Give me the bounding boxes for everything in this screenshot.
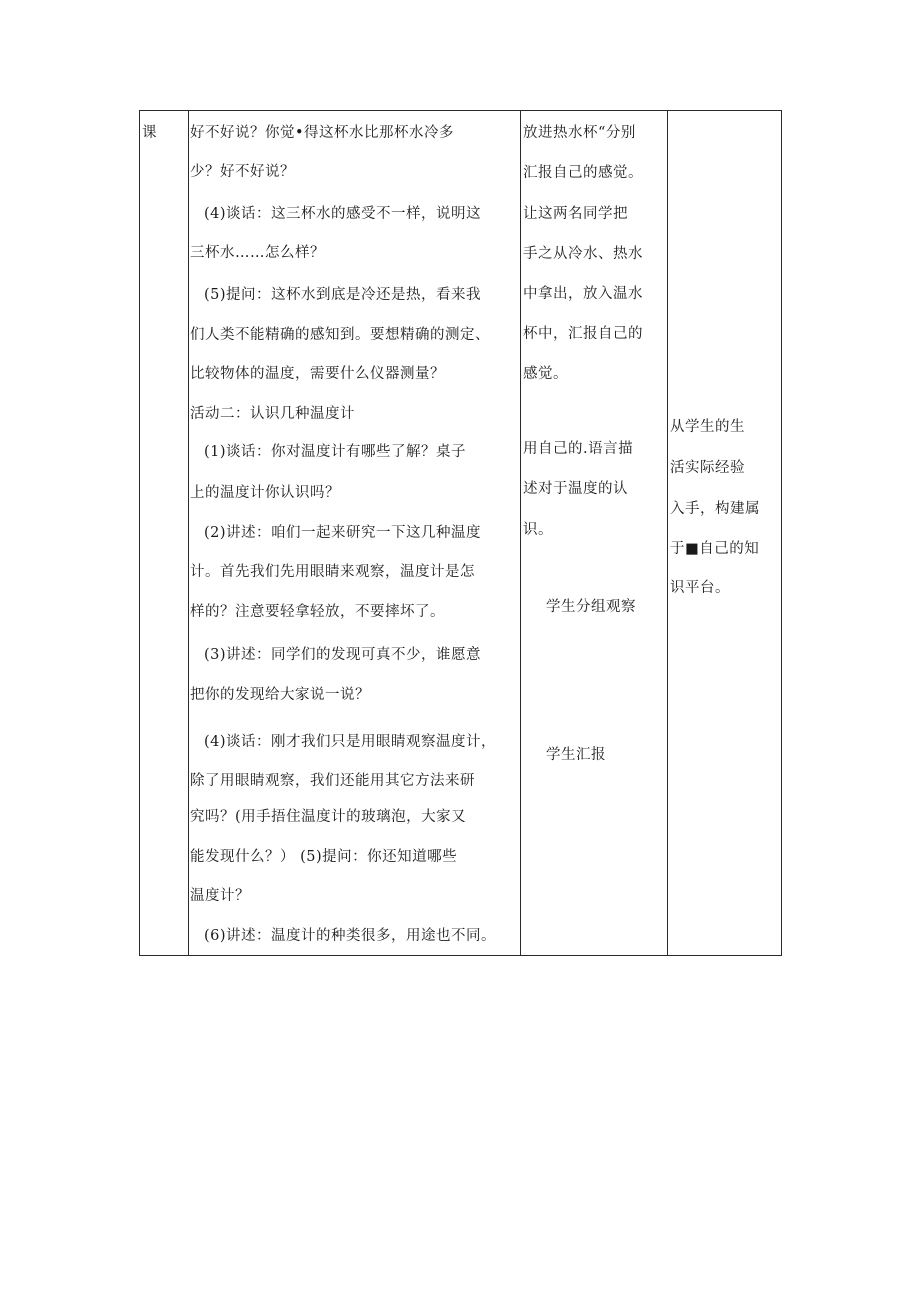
student-line: 用自己的.语言描 bbox=[523, 441, 634, 457]
student-line: 手之从冷水、热水 bbox=[523, 246, 643, 262]
process-line: 究吗？(用手捂住温度计的玻璃泡，大家又 bbox=[190, 809, 467, 825]
process-line: (3)讲述：同学们的发现可真不少，谁愿意 bbox=[204, 647, 482, 663]
student-line: 述对于温度的认 bbox=[523, 481, 628, 497]
process-line: 三杯水……怎么样？ bbox=[190, 245, 325, 261]
process-line: 活动二：认识几种温度计 bbox=[190, 406, 355, 422]
student-line: 学生分组观察 bbox=[546, 599, 636, 615]
intent-line: 入手，构建属 bbox=[670, 501, 760, 517]
student-line: 放进热水杯“分别 bbox=[523, 125, 636, 141]
student-line: 中拿出，放入温水 bbox=[523, 286, 643, 302]
student-line: 学生汇报 bbox=[546, 747, 606, 763]
intent-line: 从学生的生 bbox=[670, 419, 745, 435]
intent-line: 于■自己的知 bbox=[670, 541, 760, 557]
process-line: 温度计？ bbox=[190, 888, 250, 904]
process-line: 比较物体的温度，需要什么仪器测量？ bbox=[190, 366, 445, 382]
student-line: 杯中，汇报自己的 bbox=[523, 326, 643, 342]
design-intent-cell bbox=[667, 111, 781, 955]
intent-line: 识平台。 bbox=[670, 580, 730, 596]
process-line: 能发现什么？） (5)提问：你还知道哪些 bbox=[190, 849, 458, 865]
student-line: 让这两名同学把 bbox=[523, 206, 628, 222]
student-line: 汇报自己的感觉。 bbox=[523, 165, 643, 181]
student-line: 感觉。 bbox=[523, 366, 568, 382]
process-line: 上的温度计你认识吗？ bbox=[190, 485, 340, 501]
process-line: (5)提问：这杯水到底是冷还是热，看来我 bbox=[204, 287, 482, 303]
student-activity-cell bbox=[520, 111, 667, 955]
section-label: 课 bbox=[142, 125, 157, 141]
process-line: (2)讲述：咱们一起来研究一下这几种温度 bbox=[204, 525, 482, 541]
process-line: 把你的发现给大家说一说？ bbox=[190, 687, 370, 703]
teaching-process-cell bbox=[188, 111, 520, 955]
process-line: (4)谈话：这三杯水的感受不一样，说明这 bbox=[204, 206, 482, 222]
intent-line: 活实际经验 bbox=[670, 460, 745, 476]
process-line: (1)谈话：你对温度计有哪些了解？桌子 bbox=[204, 444, 467, 460]
process-line: 除了用眼睛观察，我们还能用其它方法来研 bbox=[190, 773, 475, 789]
process-line: 计。首先我们先用眼睛来观察，温度计是怎 bbox=[190, 564, 475, 580]
process-line: 样的？注意要轻拿轻放，不要摔坏了。 bbox=[190, 604, 445, 620]
process-line: (4)谈话：刚才我们只是用眼睛观察温度计， bbox=[204, 734, 497, 750]
process-line: 好不好说？你觉•得这杯水比那杯水冷多 bbox=[190, 125, 455, 141]
section-label-cell bbox=[140, 111, 188, 955]
lesson-plan-table bbox=[139, 110, 782, 956]
process-line: (6)讲述：温度计的种类很多，用途也不同。 bbox=[204, 928, 497, 944]
student-line: 识。 bbox=[523, 522, 553, 538]
process-line: 们人类不能精确的感知到。要想精确的测定、 bbox=[190, 327, 490, 343]
process-line: 少？好不好说？ bbox=[190, 164, 295, 180]
